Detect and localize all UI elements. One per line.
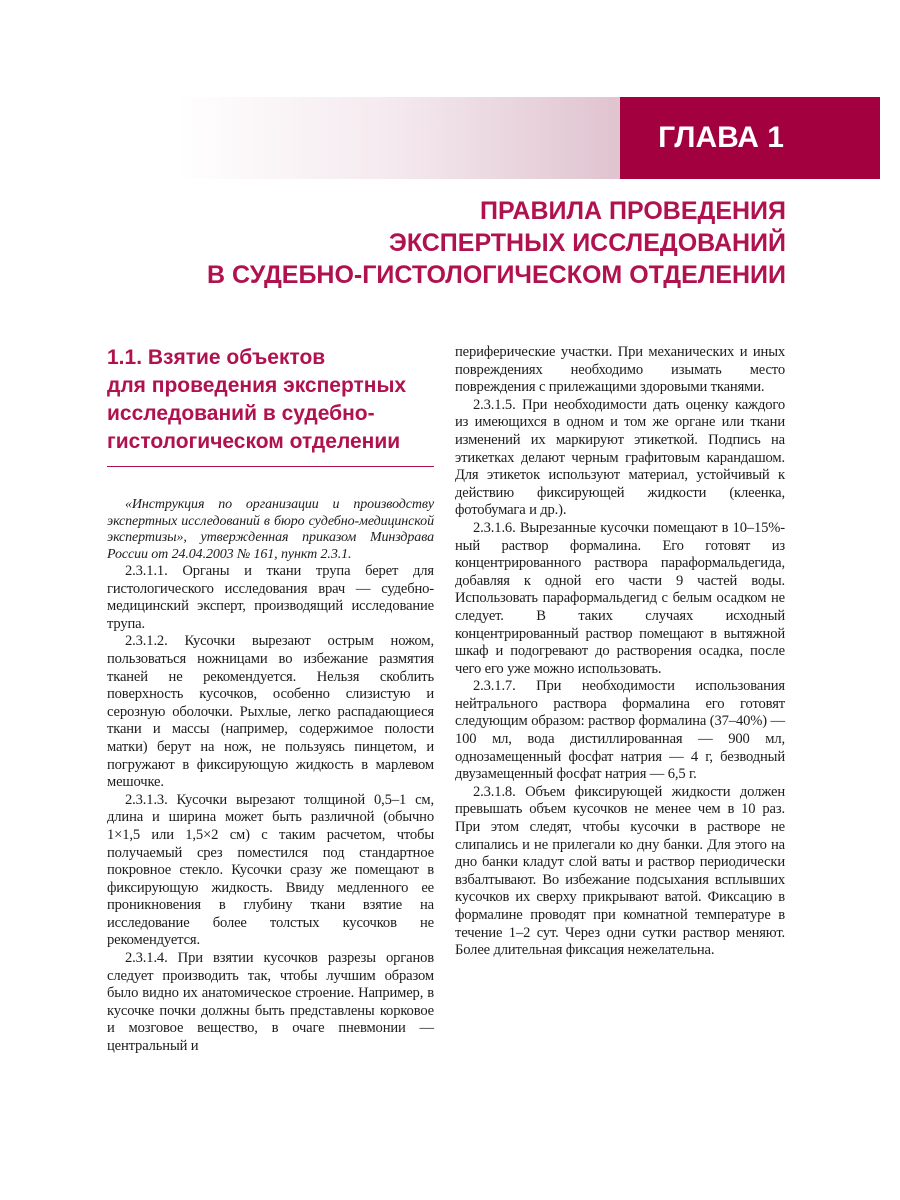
paragraph: 2.3.1.8. Объем фиксирующей жидкости должен превышать объем кусочков не менее чем в 10 раз. При этом следят, чтобы кусочки в растворе не слипались и не прилегали ко дну банки. Для этого на дно банки кладут слой ваты и раствор периодически взбалтывают. Во избежание подсыхания всплывших кусочков их сверху прикрывают ватой. Фиксацию в формалине проводят при комнатной температуре в течение 1–2 сут. Через одни сутки раствор меняют. Более длительная фиксация нежелательна. bbox=[455, 783, 785, 959]
paragraph: 2.3.1.2. Кусочки вырезают острым ножом, пользоваться ножницами во избежание размятия тканей не рекомендуется. Нельзя скоблить поверхность кусочков, особенно слизистую и серозную оболочки. Рыхлые, легко распадающиеся ткани и массы (например, содержимое полости матки) берут на нож, не пользуясь пинцетом, и погружают в фиксирующую жидкость в марлевом мешочке. bbox=[107, 633, 434, 791]
paragraph: 2.3.1.3. Кусочки вырезают толщиной 0,5–1 см, длина и ширина может быть различной (обычно 1×1,5 или 1,5×2 см) с таким расчетом, чтобы получаемый срез поместился под стандартное покровное стекло. Кусочки сразу же помещают в фиксирующую жидкость. Ввиду медленного ее проникновения в глубину ткани взятие на исследование более толстых кусочков не рекомендуется. bbox=[107, 791, 434, 949]
chapter-title-line: В СУДЕБНО-ГИСТОЛОГИЧЕСКОМ ОТДЕЛЕНИИ bbox=[206, 261, 786, 289]
right-column bbox=[455, 344, 785, 960]
epigraph: «Инструкция по организации и производству экспертных исследований в бюро судебно-медицинской экспертизы», утвержденная приказом Минздрава России от 24.04.2003 № 161, пункт 2.3.1. bbox=[107, 497, 434, 562]
section-title bbox=[107, 344, 434, 467]
section-title-line: исследований в судебно- bbox=[107, 402, 375, 425]
chapter-title-line: ПРАВИЛА ПРОВЕДЕНИЯ bbox=[479, 197, 786, 225]
section-title-line: 1.1. Взятие объектов bbox=[107, 346, 326, 369]
paragraph: 2.3.1.6. Вырезанные кусочки помещают в 10–15%-ный раствор формалина. Его готовят из концентрированного раствора параформальдегида, добавляя к одной его части 9 частей воды. Использовать параформальдегид с белым осадком не следует. В таких случаях исходный концентрированный раствор помещают в вытяжной шкаф и подогревают до растворения осадка, после чего его уже можно использовать. bbox=[455, 519, 785, 677]
section-title-line: для проведения экспертных bbox=[107, 374, 407, 397]
paragraph: 2.3.1.1. Органы и ткани трупа берет для гистологического исследования врач — судебно-медицинский эксперт, производящий исследование трупа. bbox=[107, 563, 434, 632]
paragraph: 2.3.1.4. При взятии кусочков разрезы органов следует производить так, чтобы лучшим образом было видно их анатомическое строение. Например, в кусочке почки должны быть представлены корковое и мозговое вещество, в очаге пневмонии — центральный и bbox=[107, 950, 434, 1055]
paragraph-continuation: периферические участки. При механических и иных повреждениях необходимо изымать место повреждения с прилежащими здоровыми тканями. bbox=[455, 344, 785, 396]
chapter-title bbox=[150, 195, 786, 291]
left-column bbox=[107, 344, 434, 1056]
section-title-line: гистологическом отделении bbox=[107, 430, 401, 453]
paragraph: 2.3.1.5. При необходимости дать оценку каждого из имеющихся в одном и том же органе или ткани изменений их маркируют этикеткой. Подпись на этикетках делают черным графитовым карандашом. Для этикеток используют материал, устойчивый к действию фиксирующей жидкости (клеенка, фотобумага и др.). bbox=[455, 396, 785, 519]
chapter-label: ГЛАВА 1 bbox=[620, 97, 880, 179]
chapter-title-line: ЭКСПЕРТНЫХ ИССЛЕДОВАНИЙ bbox=[389, 229, 786, 257]
paragraph: 2.3.1.7. При необходимости использования нейтрального раствора формалина его готовят следующим образом: раствор формалина (37–40%) — 100 мл, вода дистиллированная — 900 мл, однозамещенный фосфат натрия — 4 г, безводный двузамещенный фосфат натрия — 6,5 г. bbox=[455, 678, 785, 783]
